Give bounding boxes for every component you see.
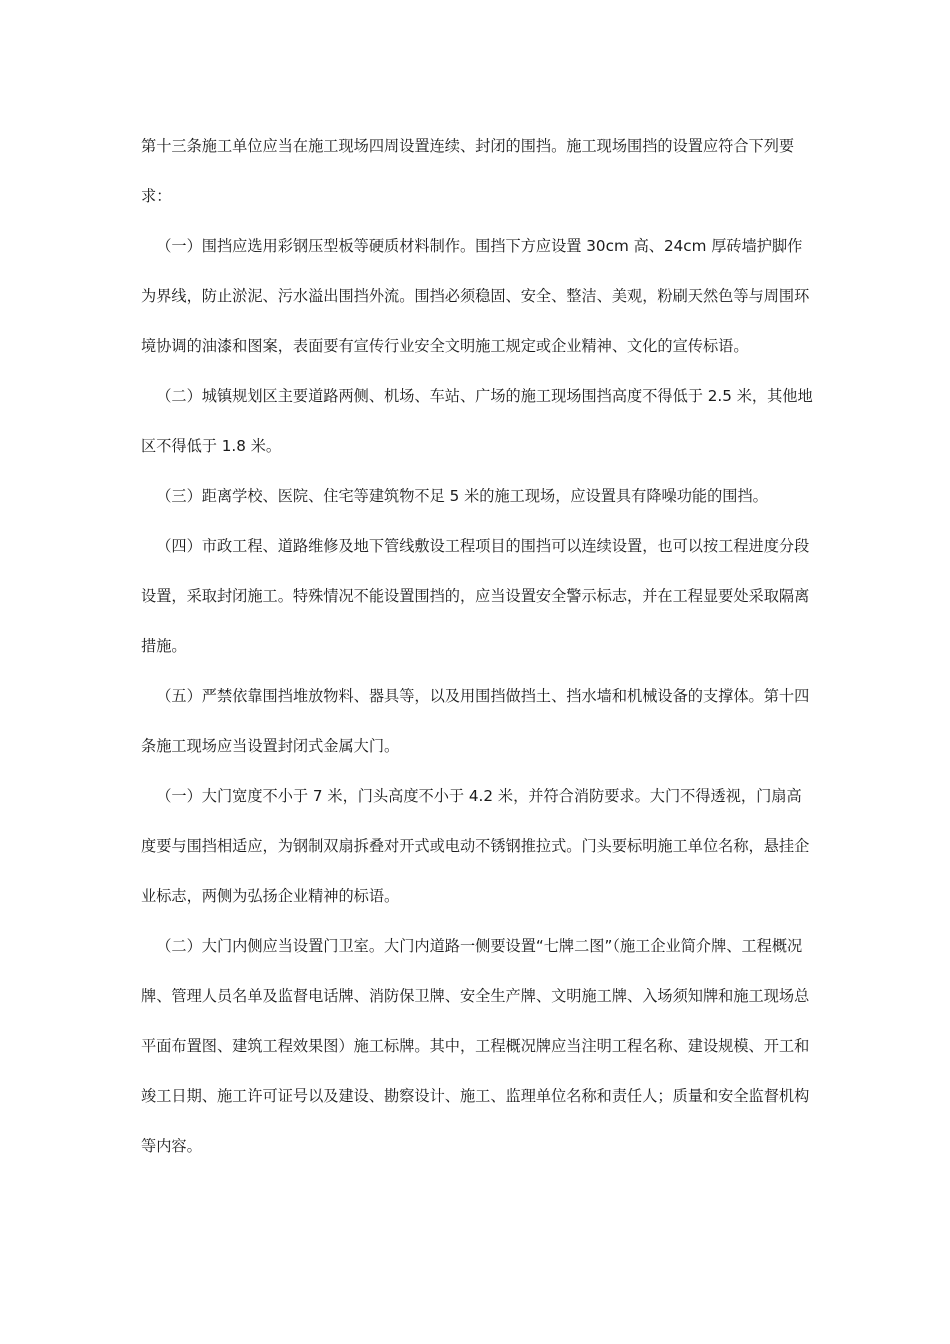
paragraph-article-13: 第十三条施工单位应当在施工现场四周设置连续、封闭的围挡。施工现场围挡的设置应符合下列要求： <box>141 137 795 205</box>
paragraph-item-3: （三）距离学校、医院、住宅等建筑物不足 5 米的施工现场，应设置具有降噪功能的围挡。 <box>156 487 768 505</box>
paragraph-item-1: （一）围挡应选用彩钢压型板等硬质材料制作。围挡下方应设置 30cm 高、24cm 厚砖墙护脚作为界线，防止淤泥、污水溢出围挡外流。围挡必须稳固、安全、整洁、美观，粉刷天然色等与周围环境协调的油漆和图案，表面要有宣传行业安全文明施工规定或企业精神、文化的宣传标语。 <box>141 237 810 355</box>
paragraph-gate-item-1: （一）大门宽度不小于 7 米，门头高度不小于 4.2 米，并符合消防要求。大门不得透视，门扇高度要与围挡相适应，为钢制双扇拆叠对开式或电动不锈钢推拉式。门头要标明施工单位名称，悬挂企业标志，两侧为弘扬企业精神的标语。 <box>141 787 810 905</box>
document-body <box>141 121 813 1171</box>
paragraph-gate-item-2: （二）大门内侧应当设置门卫室。大门内道路一侧要设置“七牌二图”（施工企业简介牌、工程概况牌、管理人员名单及监督电话牌、消防保卫牌、安全生产牌、文明施工牌、入场须知牌和施工现场总平面布置图、建筑工程效果图）施工标牌。其中，工程概况牌应当注明工程名称、建设规模、开工和竣工日期、施工许可证号以及建设、勘察设计、施工、监理单位名称和责任人；质量和安全监督机构等内容。 <box>141 937 810 1155</box>
paragraph-item-4: （四）市政工程、道路维修及地下管线敷设工程项目的围挡可以连续设置，也可以按工程进度分段设置，采取封闭施工。特殊情况不能设置围挡的，应当设置安全警示标志，并在工程显要处采取隔离措施。 <box>141 537 810 655</box>
paragraph-item-5: （五）严禁依靠围挡堆放物料、器具等，以及用围挡做挡土、挡水墙和机械设备的支撑体。第十四条施工现场应当设置封闭式金属大门。 <box>141 687 810 755</box>
paragraph-item-2: （二）城镇规划区主要道路两侧、机场、车站、广场的施工现场围挡高度不得低于 2.5 米，其他地区不得低于 1.8 米。 <box>141 387 813 455</box>
